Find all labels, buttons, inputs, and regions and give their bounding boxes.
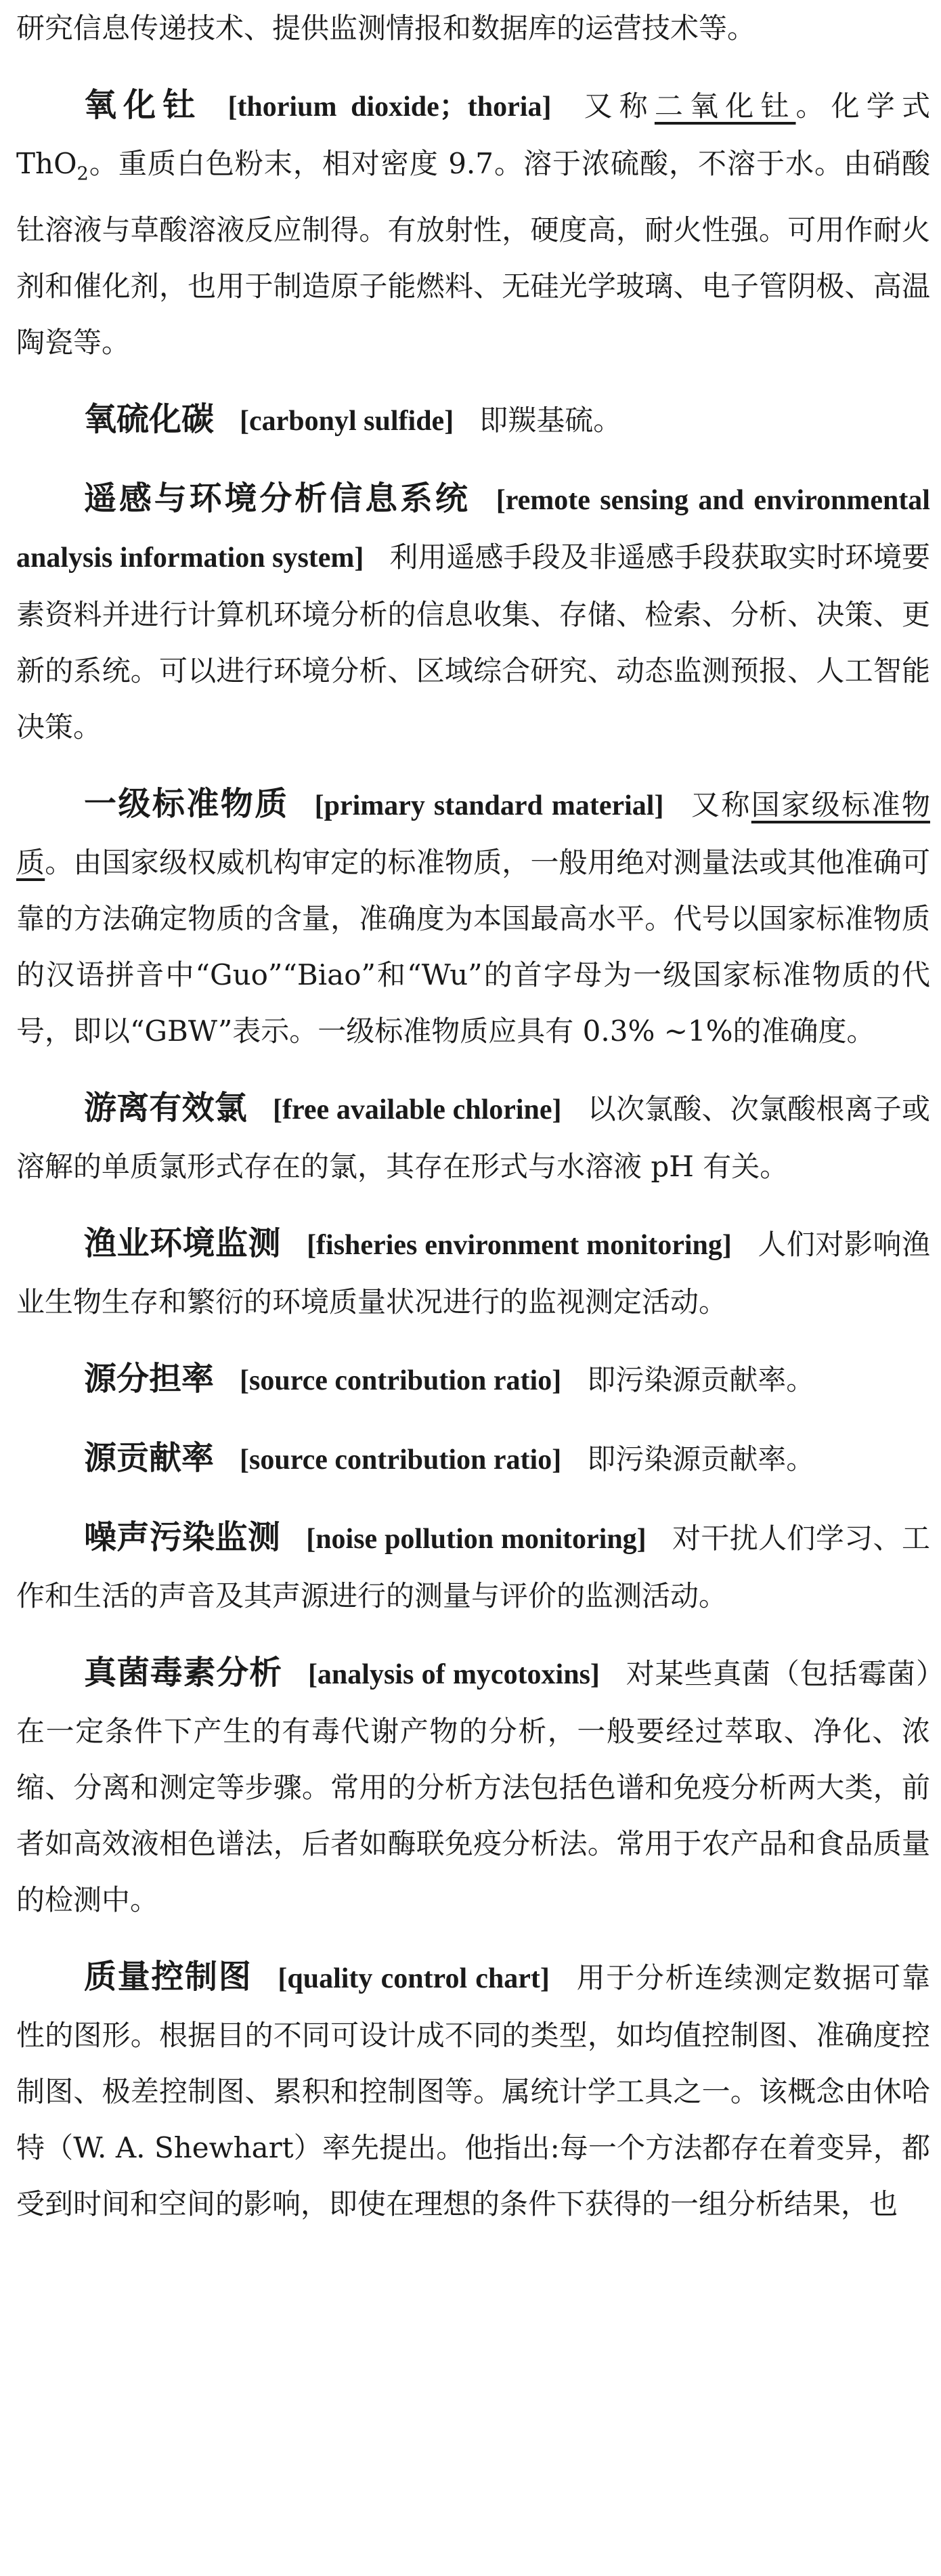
entry-carbonyl-sulfide [16, 391, 930, 450]
entry-english: [quality control chart] [278, 1963, 550, 1995]
entry-english: [analysis of mycotoxins] [307, 1659, 600, 1691]
entry-primary-standard-material [16, 776, 930, 1059]
entry-term: 质量控制图 [84, 1958, 253, 1996]
entry-body: 用于分析连续测定数据可靠性的图形。根据目的不同可设计成不同的类型，如均值控制图、准确度控制图、极差控制图、累积和控制图等。属统计学工具之一。该概念由休哈特（W. A. Shewhart）率先提出。他指出:每一个方法都存在着变异，都受到时间和空间的影响，即使在理想的条件下获得的一组分析结果，也 [16, 1961, 930, 2221]
entry-term: 源贡献率 [84, 1439, 215, 1478]
entry-term: 游离有效氯 [84, 1089, 248, 1128]
entry-english: [source contribution ratio] [240, 1365, 562, 1397]
continued-text: 研究信息传递技术、提供监测情报和数据库的运营技术等。 [16, 12, 756, 45]
entry-body: 。化学式 ThO [16, 89, 930, 180]
entry-fisheries-environment-monitoring [16, 1216, 930, 1330]
entry-source-sharing-ratio [16, 1351, 930, 1409]
cross-reference-link[interactable]: 二氧化钍 [654, 89, 796, 123]
entry-term: 遥感与环境分析信息系统 [84, 479, 470, 518]
entry-body: 即羰基硫。 [479, 404, 622, 437]
entry-body: 以次氯酸、次氯酸根离子或溶解的单质氯形式存在的氯，其存在形式与水溶液 pH 有关。 [16, 1092, 930, 1184]
entry-body: 又称 [689, 788, 751, 822]
entry-quality-control-chart [16, 1949, 930, 2232]
cross-reference-link[interactable]: 国家级标准物质 [16, 788, 930, 880]
entry-english: [noise pollution monitoring] [306, 1524, 647, 1555]
entry-term: 噪声污染监测 [84, 1518, 281, 1557]
entry-english: [thorium dioxide；thoria] [227, 91, 552, 123]
entry-body: 对某些真菌（包括霉菌）在一定条件下产生的有毒代谢产物的分析，一般要经过萃取、净化、浓缩、分离和测定等步骤。常用的分析方法包括色谱和免疫分析两大类，前者如高效液相色谱法，后者如酶联免疫分析法。常用于农产品和食品质量的检测中。 [16, 1657, 930, 1917]
entry-english: [remote sensing and environmental analysis information system] [16, 485, 930, 574]
entry-term: 一级标准物质 [84, 785, 289, 823]
entry-body: 即污染源贡献率。 [587, 1363, 815, 1397]
entry-body: 人们对影响渔业生物生存和繁衍的环境质量状况进行的监视测定活动。 [16, 1228, 930, 1319]
entry-term: 真菌毒素分析 [84, 1654, 282, 1692]
entry-term: 源分担率 [84, 1360, 215, 1398]
entry-body: 又称 [577, 89, 655, 123]
entry-term: 氧硫化碳 [84, 400, 215, 439]
entry-english: [source contribution ratio] [240, 1444, 562, 1476]
entry-term: 渔业环境监测 [84, 1224, 282, 1263]
entry-noise-pollution-monitoring [16, 1509, 930, 1624]
entry-english: [primary standard material] [314, 790, 664, 822]
entry-term: 氧化钍 [84, 86, 202, 124]
formula-subscript: 2 [76, 163, 89, 185]
entry-english: [free available chlorine] [273, 1094, 562, 1126]
entry-body: 即污染源贡献率。 [587, 1442, 815, 1476]
entry-thorium-dioxide [16, 77, 930, 370]
entry-remote-sensing-system [16, 471, 930, 755]
entry-body: 利用遥感手段及非遥感手段获取实时环境要素资料并进行计算机环境分析的信息收集、存储、检索、分析、决策、更新的系统。可以进行环境分析、区域综合研究、动态监测预报、人工智能决策。 [16, 540, 930, 744]
entry-english: [fisheries environment monitoring] [307, 1230, 732, 1262]
entry-free-available-chlorine [16, 1080, 930, 1195]
entry-body: 。由国家级权威机构审定的标准物质，一般用绝对测量法或其他准确可靠的方法确定物质的含量，准确度为本国最高水平。代号以国家标准物质的汉语拼音中“Guo”“Biao”和“Wu”的首字母为一级国家标准物质的代号，即以“GBW”表示。一级标准物质应具有 0.3% ~1%的准确度。 [16, 846, 930, 1048]
entry-body: 。重质白色粉末，相对密度 9.7。溶于浓硫酸，不溶于水。由硝酸钍溶液与草酸溶液反应制得。有放射性，硬度高，耐火性强。可用作耐火剂和催化剂，也用于制造原子能燃料、无硅光学玻璃、电子管阴极、高温陶瓷等。 [16, 147, 930, 360]
entry-body: 对干扰人们学习、工作和生活的声音及其声源进行的测量与评价的监测活动。 [16, 1522, 930, 1613]
entry-mycotoxin-analysis [16, 1645, 930, 1928]
entry-source-contribution-ratio [16, 1430, 930, 1488]
entry-english: [carbonyl sulfide] [240, 406, 454, 437]
